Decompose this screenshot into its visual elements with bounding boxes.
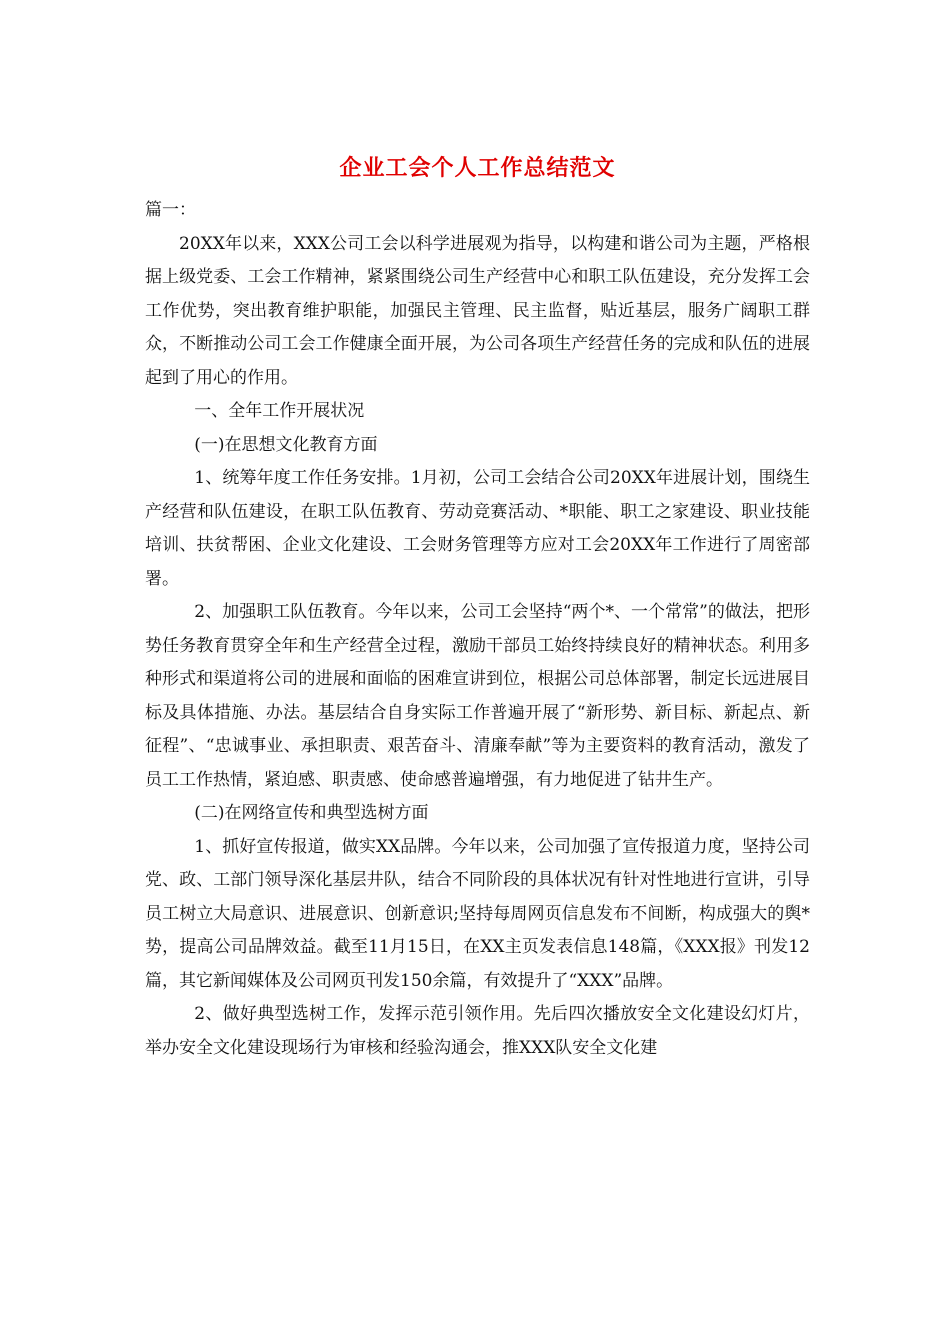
- heading-level-1: 一、全年工作开展状况: [194, 401, 365, 421]
- heading-level-2: (一)在思想文化教育方面: [194, 434, 378, 455]
- section-label: 篇一：: [145, 200, 196, 220]
- paragraph-item: 2、加强职工队伍教育。今年以来，公司工会坚持“两个*、一个常常”的做法，把形势任务教育贯穿全年和生产经营全过程，激励干部员工始终持续良好的精神状态。利用多种形式和渠道将公司的进展和面临的困难宣讲到位，根据公司总体部署，制定长远进展目标及具体措施、办法。基层结合自身实际工作普遍开展了“新形势、新目标、新起点、新征程”、“忠诚事业、承担职责、艰苦奋斗、清廉奉献”等为主要资料的教育活动，激发了员工工作热情，紧迫感、职责感、使命感普遍增强，有力地促进了钻井生产。: [145, 602, 810, 790]
- paragraph-item: 2、做好典型选树工作，发挥示范引领作用。先后四次播放安全文化建设幻灯片，举办安全文化建设现场行为审核和经验沟通会，推XXX队安全文化建: [145, 1004, 810, 1058]
- document-body: [145, 194, 810, 1065]
- heading-level-2: (二)在网络宣传和典型选树方面: [194, 803, 429, 823]
- paragraph-item: 1、抓好宣传报道，做实XX品牌。今年以来，公司加强了宣传报道力度，坚持公司党、政、工部门领导深化基层井队，结合不同阶段的具体状况有针对性地进行宣讲，引导员工树立大局意识、进展意识、创新意识;坚持每周网页信息发布不间断，构成强大的舆*势，提高公司品牌效益。截至11月15日，在XX主页发表信息148篇，《XXX报》刊发12篇，其它新闻媒体及公司网页刊发150余篇，有效提升了“XXX”品牌。: [145, 836, 810, 991]
- paragraph-intro: 20XX年以来，XXX公司工会以科学进展观为指导，以构建和谐公司为主题，严格根据上级党委、工会工作精神，紧紧围绕公司生产经营中心和职工队伍建设，充分发挥工会工作优势，突出教育维护职能，加强民主管理、民主监督，贴近基层，服务广阔职工群众，不断推动公司工会工作健康全面开展，为公司各项生产经营任务的完成和队伍的进展起到了用心的作用。: [145, 233, 810, 388]
- paragraph-item: 1、统筹年度工作任务安排。1月初，公司工会结合公司20XX年进展计划，围绕生产经营和队伍建设，在职工队伍教育、劳动竞赛活动、*职能、职工之家建设、职业技能培训、扶贫帮困、企业文化建设、工会财务管理等方应对工会20XX年工作进行了周密部署。: [145, 468, 810, 589]
- document-title: 企业工会个人工作总结范文: [339, 155, 616, 181]
